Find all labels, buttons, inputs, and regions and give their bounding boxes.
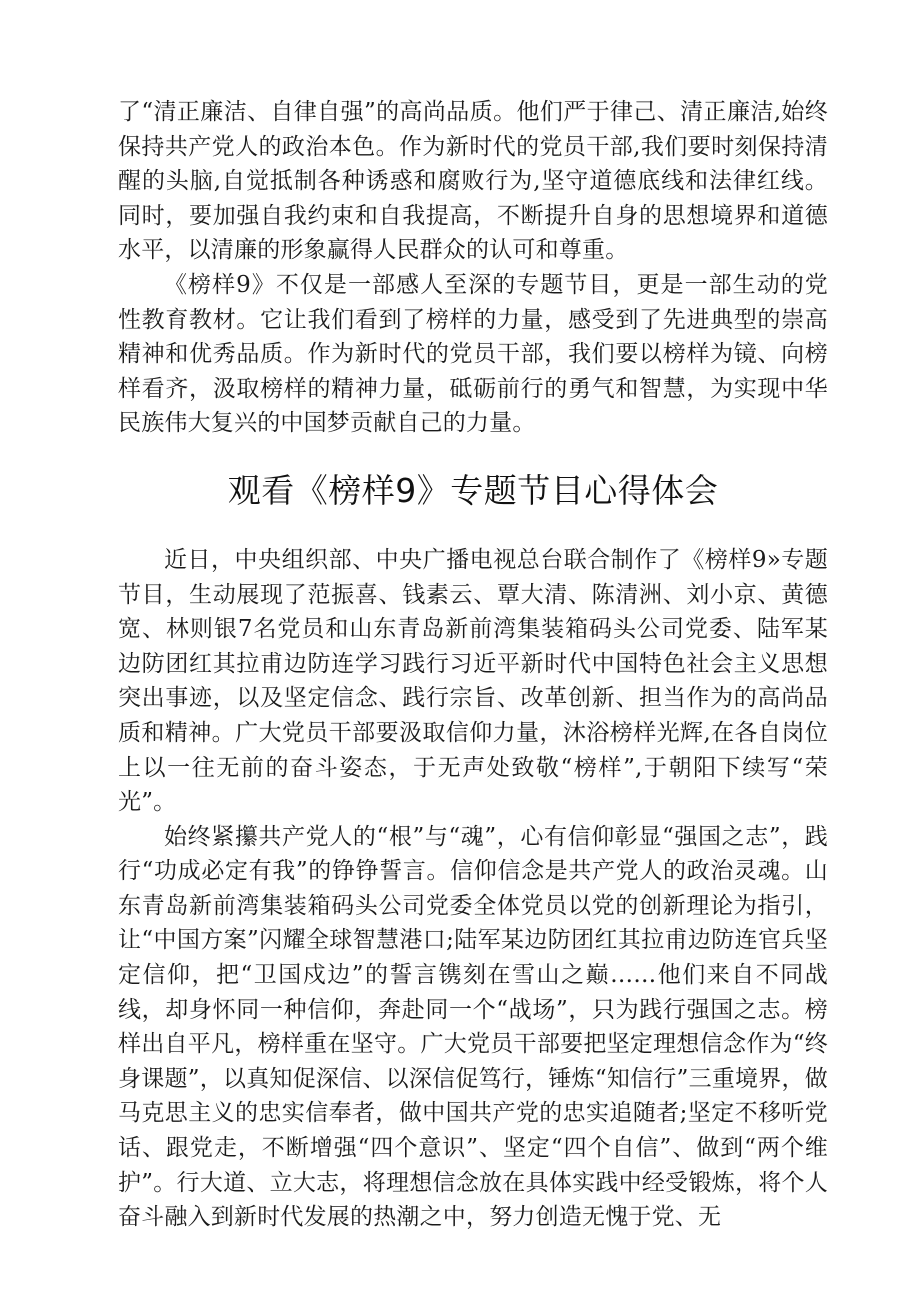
document-page (118, 95, 828, 1235)
paragraph-conclusion: 《榜样9》不仅是一部感人至深的专题节目，更是一部生动的党性教育教材。它让我们看到了榜样的力量，感受到了先进典型的崇高精神和优秀品质。作为新时代的党员干部，我们要以榜样为镜、向榜样看齐，汲取榜样的精神力量，砥砺前行的勇气和智慧，为实现中华民族伟大复兴的中国梦贡献自己的力量。 (118, 271, 828, 437)
paragraph-continuation: 了“清正廉洁、自律自强”的高尚品质。他们严于律己、清正廉洁,始终保持共产党人的政治本色。作为新时代的党员干部,我们要时刻保持清醒的头脑,自觉抵制各种诱惑和腐败行为,坚守道德底线和法律红线。同时，要加强自我约束和自我提高，不断提升自身的思想境界和道德水平，以清廉的形象赢得人民群众的认可和尊重。 (118, 99, 828, 264)
paragraph-body: 始终紧攥共产党人的“根”与“魂”，心有信仰彰显“强国之志”，践行“功成必定有我”的铮铮誓言。信仰信念是共产党人的政治灵魂。山东青岛新前湾集装箱码头公司党委全体党员以党的创新理论为指引，让“中国方案”闪耀全球智慧港口;陆军某边防团红其拉甫边防连官兵坚定信仰，把“卫国戍边”的誓言镌刻在雪山之巅……他们来自不同战线，却身怀同一种信仰，奔赴同一个“战场”，只为践行强国之志。榜样出自平凡，榜样重在坚守。广大党员干部要把坚定理想信念作为“终身课题”，以真知促深信、以深信促笃行，锤炼“知信行”三重境界，做马克思主义的忠实信奉者，做中国共产党的忠实追随者;坚定不移听党话、跟党走，不断增强“四个意识”、坚定“四个自信”、做到“两个维护”。行大道、立大志，将理想信念放在具体实践中经受锻炼，将个人奋斗融入到新时代发展的热潮之中，努力创造无愧于党、无 (118, 823, 828, 1231)
article-title: 观看《榜样9》专题节目心得体会 (227, 470, 719, 510)
paragraph-intro: 近日，中央组织部、中央广播电视总台联合制作了《榜样9»专题节目，生动展现了范振喜、钱素云、覃大清、陈清洲、刘小京、黄德宽、林则银7名党员和山东青岛新前湾集装箱码头公司党委、陆军某边防团红其拉甫边防连学习践行习近平新时代中国特色社会主义思想突出事迹，以及坚定信念、践行宗旨、改革创新、担当作为的高尚品质和精神。广大党员干部要汲取信仰力量，沐浴榜样光辉,在各自岗位上以一往无前的奋斗姿态，于无声处致敬“榜样”,于朝阳下续写“荣光”。 (118, 546, 828, 816)
